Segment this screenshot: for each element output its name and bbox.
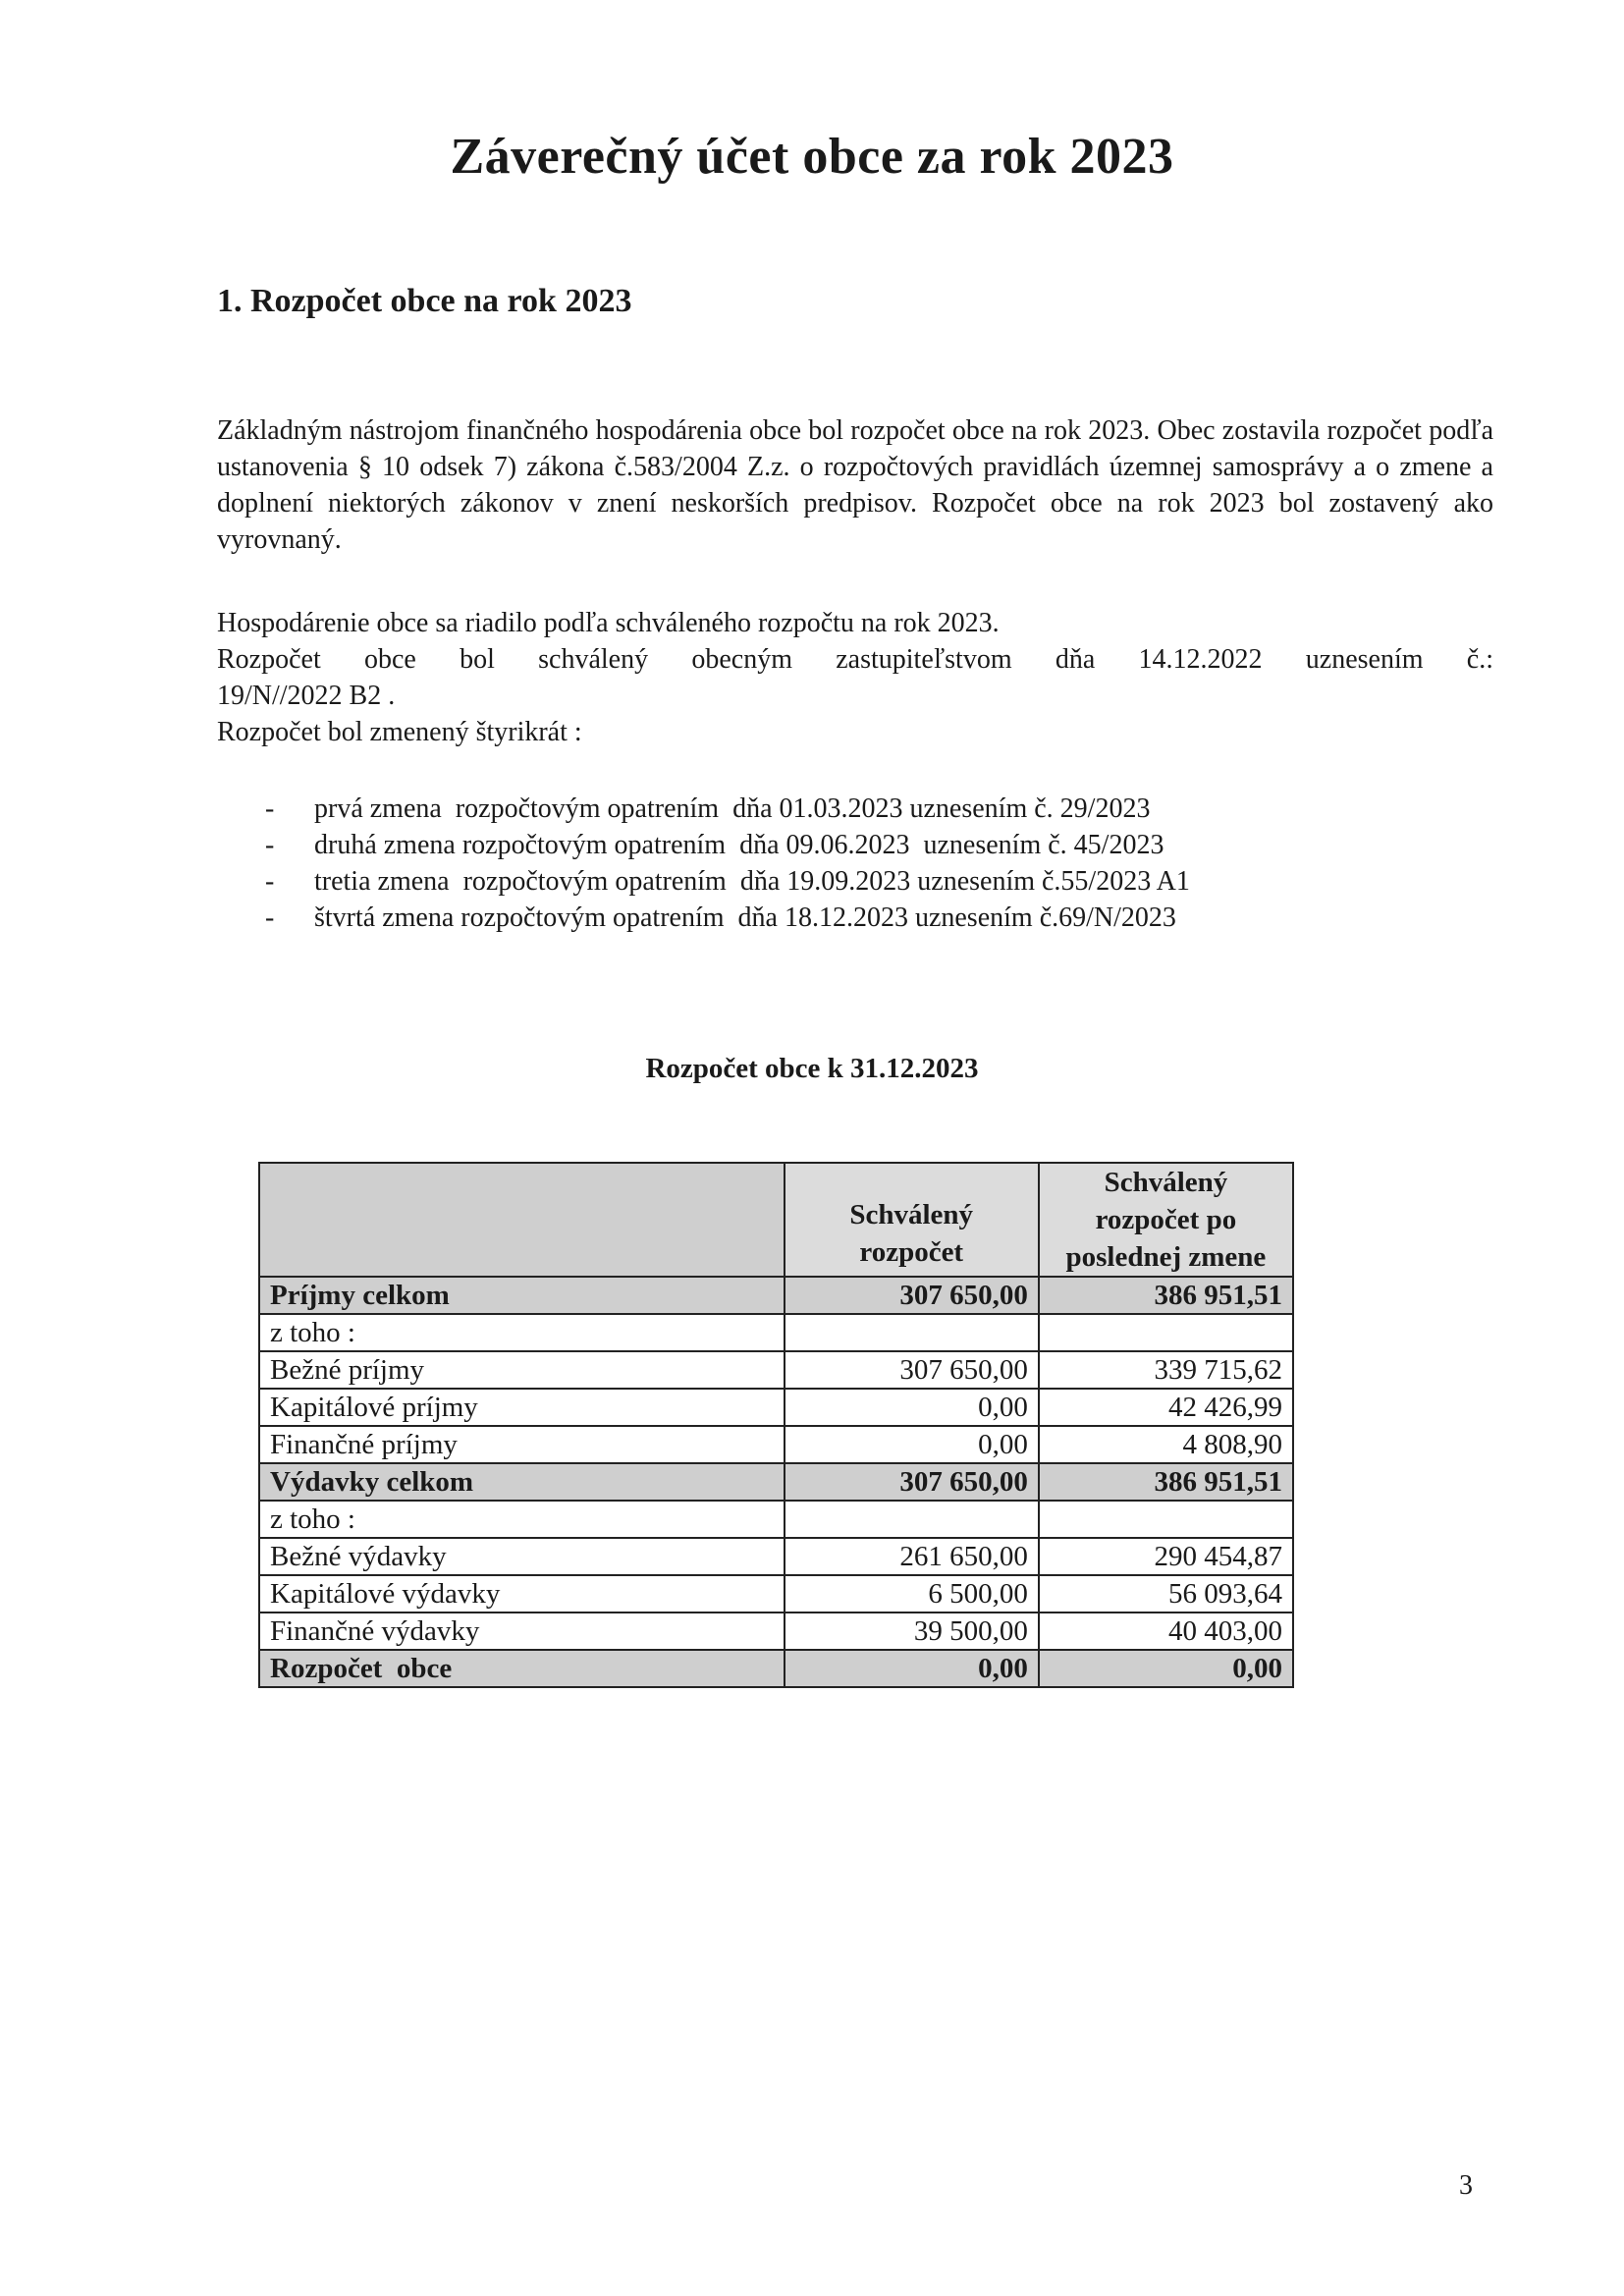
row-label: Bežné výdavky (259, 1538, 785, 1575)
bullet-dash: - (265, 902, 275, 933)
document-title: Záverečný účet obce za rok 2023 (450, 129, 1174, 185)
page-number: 3 (1459, 2170, 1473, 2201)
cell-after-last-change: 56 093,64 (1039, 1575, 1293, 1613)
cell-approved: 39 500,00 (785, 1613, 1039, 1650)
row-label: Rozpočet obce (259, 1650, 785, 1687)
table-row (259, 1463, 1293, 1501)
intro-paragraph: Základným nástrojom finančného hospodárenia obce bol rozpočet obce na rok 2023. Obec zostavila rozpočet podľa ustanovenia § 10 odsek 7) zákona č.583/2004 Z.z. o rozpočtových pravidlách územnej samosprávy a o zmene a doplnení niektorých zákonov v znení neskorších predpisov. Rozpočet obce na rok 2023 bol zostavený ako vyrovnaný. (217, 415, 1493, 555)
cell-after-last-change: 4 808,90 (1039, 1426, 1293, 1463)
table-row (259, 1501, 1293, 1538)
table-body (259, 1277, 1293, 1687)
approval-line-2: Rozpočet obce bol schválený obecným zastupiteľstvom dňa 14.12.2022 uznesením č.: (217, 644, 1493, 675)
cell-after-last-change: 42 426,99 (1039, 1389, 1293, 1426)
cell-after-last-change: 40 403,00 (1039, 1613, 1293, 1650)
cell-after-last-change: 290 454,87 (1039, 1538, 1293, 1575)
table-row (259, 1426, 1293, 1463)
table-row (259, 1575, 1293, 1613)
cell-approved: 6 500,00 (785, 1575, 1039, 1613)
amendment-text: tretia zmena rozpočtovým opatrením dňa 19.09.2023 uznesením č.55/2023 A1 (314, 866, 1190, 897)
row-label: z toho : (259, 1501, 785, 1538)
amendment-item (265, 900, 1190, 936)
header-approved: Schválený rozpočet (785, 1163, 1039, 1277)
header-label (259, 1163, 785, 1277)
cell-after-last-change (1039, 1501, 1293, 1538)
amendment-text: prvá zmena rozpočtovým opatrením dňa 01.03.2023 uznesením č. 29/2023 (314, 793, 1151, 824)
table-caption: Rozpočet obce k 31.12.2023 (645, 1053, 979, 1084)
amendment-item (265, 791, 1190, 827)
row-label: Kapitálové príjmy (259, 1389, 785, 1426)
cell-approved (785, 1314, 1039, 1351)
amendment-text: druhá zmena rozpočtovým opatrením dňa 09.06.2023 uznesením č. 45/2023 (314, 830, 1164, 860)
table-row (259, 1613, 1293, 1650)
cell-approved (785, 1501, 1039, 1538)
section-heading: 1. Rozpočet obce na rok 2023 (217, 283, 632, 319)
header-after-last-change: Schválený rozpočet po poslednej zmene (1039, 1163, 1293, 1277)
table-row (259, 1389, 1293, 1426)
bullet-dash: - (265, 866, 275, 897)
bullet-dash: - (265, 793, 275, 824)
budget-table (258, 1162, 1294, 1688)
cell-approved: 307 650,00 (785, 1351, 1039, 1389)
row-label: Príjmy celkom (259, 1277, 785, 1314)
row-label: z toho : (259, 1314, 785, 1351)
table-header-row (259, 1163, 1293, 1277)
cell-after-last-change: 339 715,62 (1039, 1351, 1293, 1389)
approval-line-3: 19/N//2022 B2 . (217, 681, 396, 711)
row-label: Kapitálové výdavky (259, 1575, 785, 1613)
amendment-list (265, 791, 1190, 936)
bullet-dash: - (265, 830, 275, 860)
cell-approved: 0,00 (785, 1650, 1039, 1687)
table-row (259, 1314, 1293, 1351)
cell-after-last-change (1039, 1314, 1293, 1351)
amendment-item (265, 827, 1190, 863)
approval-paragraph (217, 605, 1493, 750)
cell-approved: 261 650,00 (785, 1538, 1039, 1575)
amendment-item (265, 863, 1190, 900)
cell-after-last-change: 386 951,51 (1039, 1463, 1293, 1501)
cell-after-last-change: 386 951,51 (1039, 1277, 1293, 1314)
approval-line-1: Hospodárenie obce sa riadilo podľa schváleného rozpočtu na rok 2023. (217, 608, 1000, 638)
table-row (259, 1277, 1293, 1314)
cell-after-last-change: 0,00 (1039, 1650, 1293, 1687)
cell-approved: 307 650,00 (785, 1277, 1039, 1314)
amendment-text: štvrtá zmena rozpočtovým opatrením dňa 18.12.2023 uznesením č.69/N/2023 (314, 902, 1176, 933)
row-label: Finančné výdavky (259, 1613, 785, 1650)
cell-approved: 0,00 (785, 1389, 1039, 1426)
cell-approved: 307 650,00 (785, 1463, 1039, 1501)
row-label: Bežné príjmy (259, 1351, 785, 1389)
cell-approved: 0,00 (785, 1426, 1039, 1463)
row-label: Finančné príjmy (259, 1426, 785, 1463)
table-row (259, 1351, 1293, 1389)
table-row (259, 1538, 1293, 1575)
table-row (259, 1650, 1293, 1687)
row-label: Výdavky celkom (259, 1463, 785, 1501)
approval-line-4: Rozpočet bol zmenený štyrikrát : (217, 717, 582, 747)
